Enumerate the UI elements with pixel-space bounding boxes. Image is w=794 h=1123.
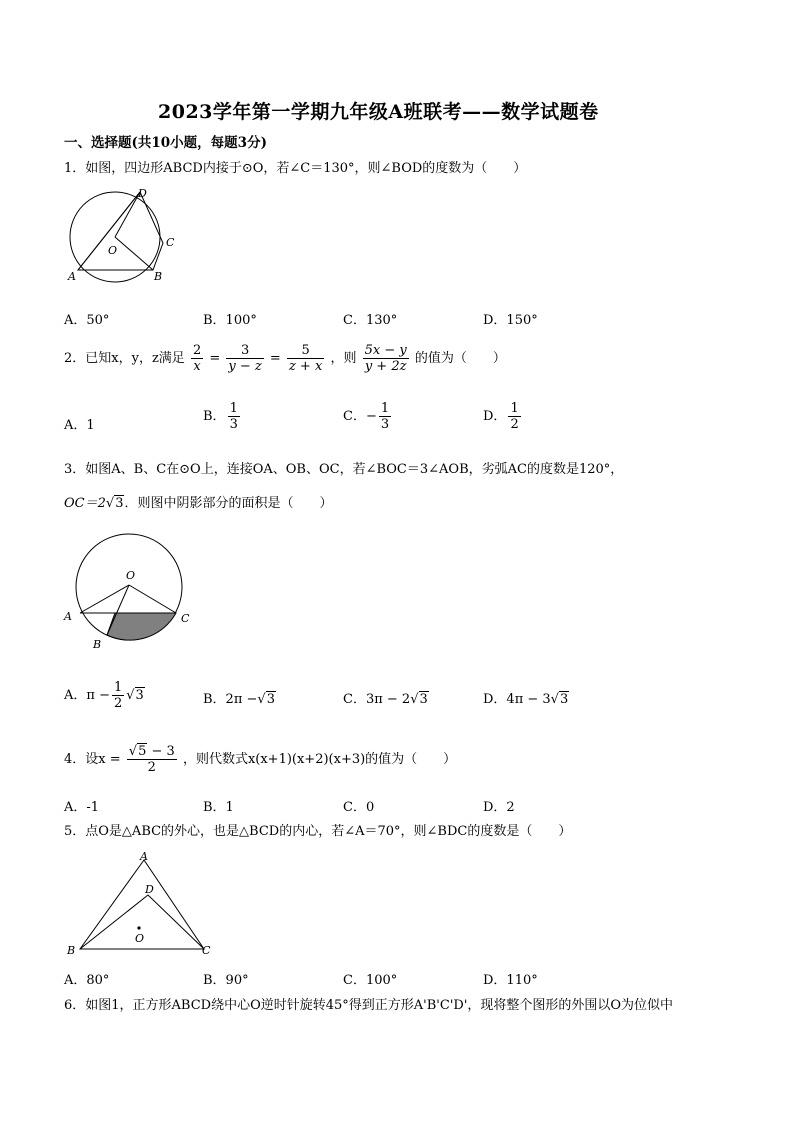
q5-option-b: B．90°: [203, 973, 249, 988]
q5-option-d: D．110°: [483, 973, 538, 988]
q5-option-a: A．80°: [64, 973, 110, 988]
q4-option-a: A．-1: [64, 800, 100, 815]
q3-option-d-radicand: 3: [559, 692, 569, 707]
q3-label-a: A: [64, 610, 72, 623]
q1-label-o: O: [108, 244, 118, 257]
q3-option-c: C．3π − 2√3: [343, 692, 428, 707]
q3-stem2-prefix: OC＝2: [64, 496, 106, 511]
q2-fraction-2: [226, 343, 263, 374]
q5-figure: [62, 846, 222, 961]
q2-fraction-3: [287, 343, 324, 374]
q2-option-c-prefix: C．−: [343, 409, 377, 424]
q5-label-a: A: [140, 850, 148, 863]
page-title: 2023学年第一学期九年级A班联考——数学试题卷: [158, 101, 599, 123]
q5-option-c: C．100°: [343, 973, 398, 988]
q2-f2-den: y − z: [228, 359, 262, 374]
q4-fraction: $\frac{√5 - 3}{2}$: [128, 744, 175, 775]
q1-option-b: B．100°: [203, 313, 257, 328]
q2-f4-num: 5x − y: [364, 343, 407, 358]
q2-option-c-num: 1: [380, 401, 390, 416]
q4-num-rest: − 3: [147, 744, 175, 759]
q2-f3-den: z + x: [288, 359, 323, 374]
q2-f1-num: 2: [192, 343, 202, 358]
q3-option-a-num: 1: [113, 680, 123, 695]
q1-label-b: B: [154, 270, 163, 283]
q3-stem-line2: OC＝2√3．则图中阴影部分的面积是（ ）: [64, 496, 333, 511]
q4-stem: [64, 740, 456, 780]
q2-option-b-prefix: B．: [203, 409, 226, 424]
q3-option-d-prefix: D．4π − 3: [483, 692, 551, 707]
q1-stem: 1．如图，四边形ABCD内接于⊙O，若∠C＝130°，则∠BOD的度数为（ ）: [64, 161, 527, 176]
q4-option-c: C．0: [343, 800, 375, 815]
q3-stem-line1: 3．如图A、B、C在⊙O上，连接OA、OB、OC，若∠BOC＝3∠AOB，劣弧AC的度数是120°，: [64, 462, 624, 477]
q3-option-a: A．π − $\frac{1}{2}$ √3: [64, 680, 144, 711]
q3-figure: [60, 532, 200, 652]
q4-den: 2: [147, 760, 156, 775]
q3-label-c: C: [181, 612, 190, 625]
q3-option-b-prefix: B．2π −: [203, 692, 258, 707]
q3-option-b: B．2π −√3: [203, 692, 275, 707]
q3-option-c-prefix: C．3π − 2: [343, 692, 411, 707]
q3-option-a-radicand: 3: [135, 688, 144, 703]
q4-stem-prefix: 4．设x =: [64, 752, 121, 767]
q5-stem: 5．点O是△ABC的外心，也是△BCD的内心，若∠A＝70°，则∠BDC的度数是（ ）: [64, 824, 572, 839]
q3-stem2-suffix: ．则图中阴影部分的面积是（ ）: [124, 496, 333, 511]
q2-option-d-num: 1: [510, 401, 519, 416]
q3-stem2-radicand: 3: [115, 496, 124, 511]
q2-stem-prefix: 2．已知x，y，z满足: [64, 351, 185, 366]
q2-fraction-4: [363, 343, 409, 374]
q2-option-c-den: 3: [380, 417, 390, 432]
q1-option-a: A．50°: [64, 313, 110, 328]
q4-option-d: D．2: [483, 800, 515, 815]
q1-label-c: C: [166, 236, 175, 249]
q5-label-d: D: [145, 883, 154, 896]
q5-label-o: O: [135, 932, 145, 945]
q2-stem: 2．已知x，y，z满足 $\frac{2}{x}$ = $\frac{3}{y - z}$ = $\frac{5}{z + x}$ ，则 $\frac{5x - y}{y + 2z}$ 的值为（ ）: [64, 343, 506, 374]
q2-f3-num: 5: [287, 343, 324, 359]
q2-option-d: [483, 401, 523, 432]
q5-label-b: B: [67, 944, 76, 957]
q3-option-a-prefix: A．π −: [64, 688, 110, 703]
q2-fraction-1: [191, 343, 203, 374]
q2-option-b-den: 3: [229, 417, 238, 432]
q4-num-radicand: 5: [138, 744, 147, 759]
q5-label-c: C: [202, 944, 211, 957]
q2-option-a: A．1: [64, 418, 95, 433]
q1-label-a: A: [68, 270, 76, 283]
q2-f1-den: x: [193, 359, 201, 374]
q1-option-c: C．130°: [343, 313, 398, 328]
q1-option-d: D．150°: [483, 313, 538, 328]
q3-option-a-den: 2: [113, 696, 123, 711]
q4-option-b: B．1: [203, 800, 234, 815]
q1-label-d: D: [138, 187, 147, 200]
q6-stem: 6．如图1，正方形ABCD绕中心O逆时针旋转45°得到正方形A'B'C'D'，现将整个图形的外围以O为位似中: [64, 998, 674, 1013]
q2-option-c: [343, 401, 393, 432]
q2-option-d-den: 2: [510, 417, 519, 432]
q2-f4-den: y + 2z: [364, 359, 407, 374]
section-heading: 一、选择题(共10小题，每题3分): [64, 135, 267, 151]
q3-option-b-radicand: 3: [266, 692, 275, 707]
q3-option-d: D．4π − 3√3: [483, 692, 569, 707]
q2-stem-suffix: 的值为（ ）: [414, 351, 506, 366]
q4-stem-suffix: ，则代数式x(x+1)(x+2)(x+3)的值为（ ）: [182, 752, 457, 767]
q1-figure: [62, 180, 192, 290]
q3-label-o: O: [126, 569, 136, 582]
q2-stem-mid: ，则: [330, 351, 357, 366]
q3-option-c-radicand: 3: [419, 692, 428, 707]
q2-option-b-num: 1: [229, 401, 238, 416]
q3-label-b: B: [93, 638, 102, 651]
q2-option-b: [203, 401, 242, 432]
q2-f2-num: 3: [226, 343, 263, 359]
q2-option-d-prefix: D．: [483, 409, 507, 424]
